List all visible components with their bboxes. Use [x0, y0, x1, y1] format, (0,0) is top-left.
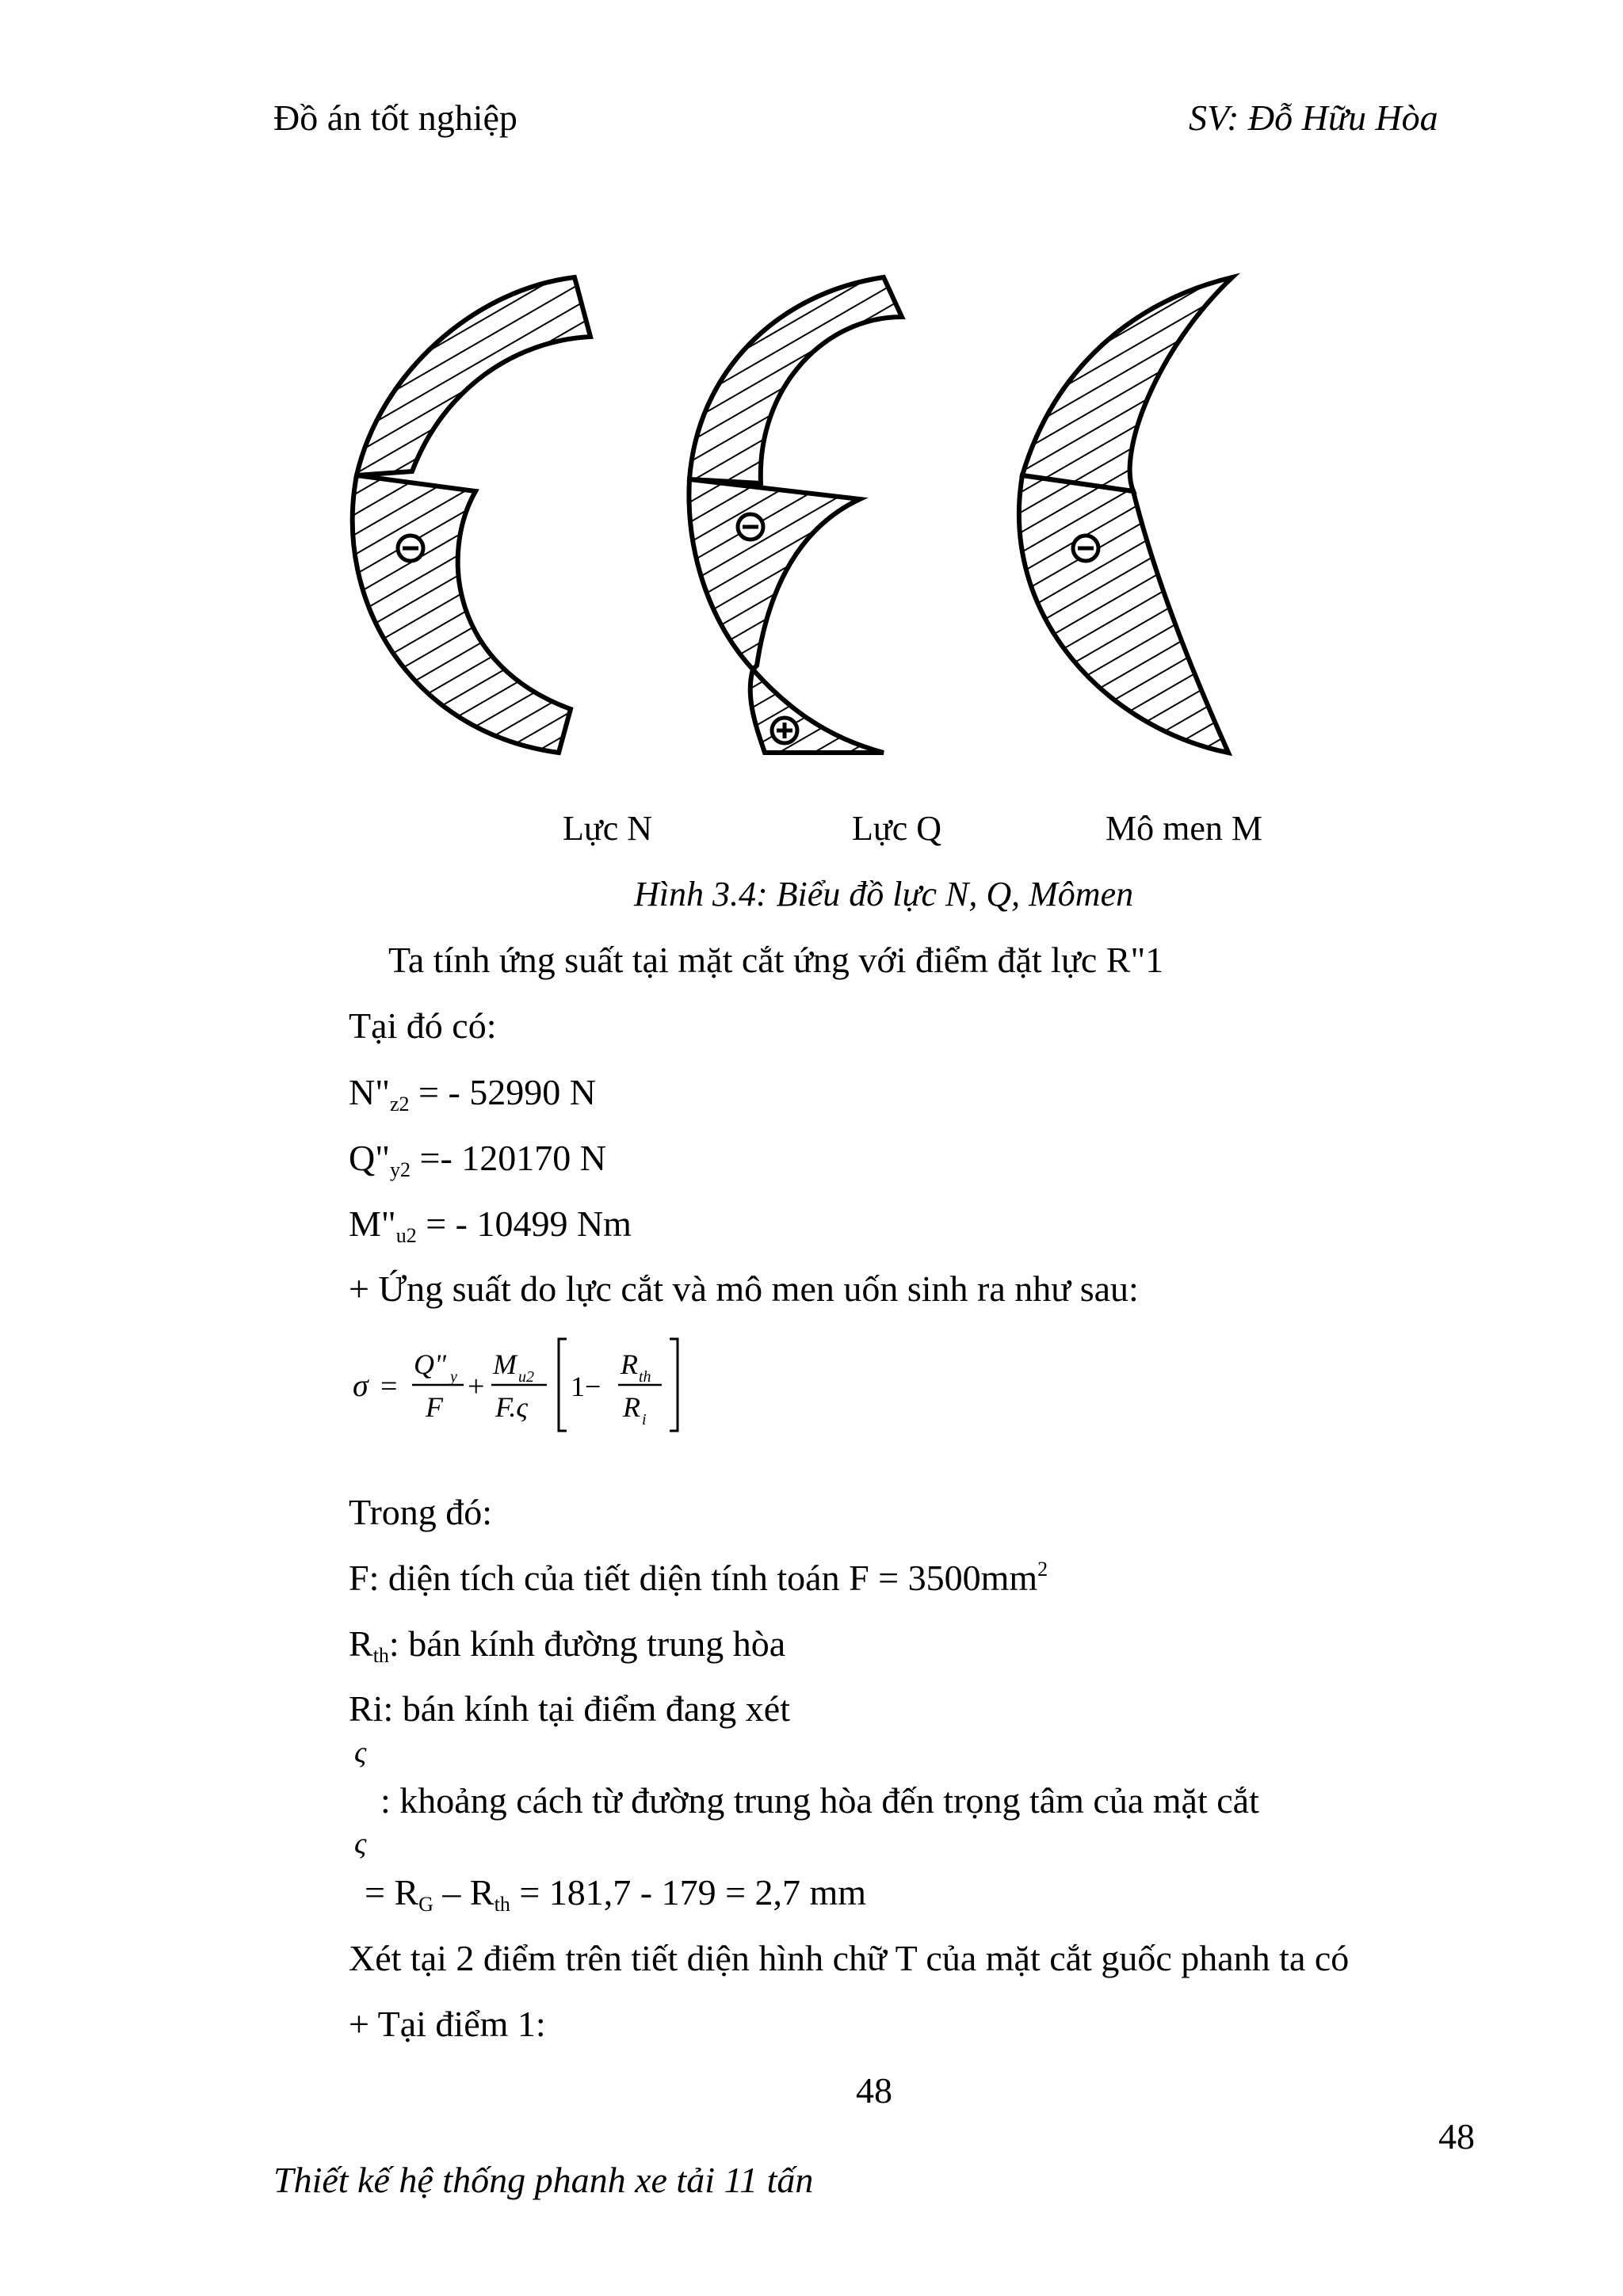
def-rth-sub: th — [372, 1644, 389, 1667]
text-line-2: Tại đó có: — [349, 1005, 497, 1046]
label-luc-n: Lực N — [563, 809, 653, 848]
def-rth-text: : bán kính đường trung hòa — [388, 1623, 786, 1664]
zeta-eq-post: = 181,7 - 179 = 2,7 mm — [510, 1872, 867, 1913]
zeta-symbol-1: ς — [354, 1736, 367, 1769]
where-heading: Trong đó: — [349, 1492, 493, 1532]
formula-r-num-sub: th — [639, 1368, 651, 1386]
formula-q-num: Q" — [414, 1348, 447, 1380]
def-rth-symbol: R — [349, 1623, 373, 1664]
value-n-text: = - 52990 N — [409, 1072, 597, 1112]
def-f-text: F: diện tích của tiết diện tính toán F = 3500mm — [349, 1558, 1038, 1598]
consider-line: Xét tại 2 điểm trên tiết diện hình chữ T của mặt cắt guốc phanh ta có — [349, 1938, 1350, 1978]
formula-m-num-sub: u2 — [518, 1368, 534, 1386]
formula-m-num: M — [493, 1348, 517, 1380]
force-diagrams — [317, 254, 1347, 776]
zeta-eq-sub-g: G — [418, 1893, 433, 1916]
formula-sigma: σ — [353, 1367, 369, 1403]
value-m-text: = - 10499 Nm — [416, 1203, 632, 1244]
value-q-text: =- 120170 N — [411, 1138, 606, 1178]
formula-r-den-sub: i — [642, 1411, 647, 1428]
formula-q-num-sub: y — [450, 1368, 457, 1386]
page-number-center: 48 — [856, 2070, 892, 2111]
formula-m-den: F.ς — [495, 1391, 528, 1423]
header-right: SV: Đỗ Hữu Hòa — [1189, 97, 1438, 138]
def-f — [349, 1557, 1048, 1599]
formula-one-minus: 1− — [571, 1371, 601, 1402]
stress-intro: + Ứng suất do lực cắt và mô men uốn sinh ra như sau: — [349, 1268, 1139, 1309]
formula-plus: + — [468, 1370, 485, 1403]
zeta-eq-mid: – R — [433, 1872, 495, 1913]
def-zeta: : khoảng cách từ đường trung hòa đến trọng tâm của mặt cắt — [380, 1780, 1259, 1821]
value-q-symbol: Q" — [349, 1138, 390, 1178]
text-line-1: Ta tính ứng suất tại mặt cắt ứng với điểm đặt lực R"1 — [388, 940, 1164, 980]
zeta-equation — [365, 1871, 866, 1917]
zeta-symbol-2: ς — [354, 1827, 367, 1860]
diagram-n — [353, 277, 590, 753]
stress-formula — [349, 1333, 713, 1436]
diagram-q — [689, 277, 902, 753]
page-number-right: 48 — [1438, 2116, 1475, 2157]
label-luc-q: Lực Q — [852, 809, 942, 848]
value-q — [349, 1137, 606, 1182]
value-n-sub: z2 — [390, 1093, 410, 1116]
value-n-symbol: N" — [349, 1072, 390, 1112]
formula-r-den: R — [623, 1391, 640, 1423]
label-mo-men-m: Mô men M — [1106, 809, 1262, 848]
value-n — [349, 1071, 596, 1116]
def-rth — [349, 1623, 785, 1668]
diagram-m — [1019, 277, 1232, 753]
value-m — [349, 1203, 632, 1248]
def-ri: Ri: bán kính tại điểm đang xét — [349, 1688, 791, 1729]
point1-line: + Tại điểm 1: — [349, 2004, 546, 2044]
zeta-eq-sub-th: th — [494, 1893, 510, 1916]
header-left: Đồ án tốt nghiệp — [273, 97, 517, 138]
footer-title: Thiết kế hệ thống phanh xe tải 11 tấn — [273, 2160, 814, 2200]
value-q-sub: y2 — [390, 1158, 411, 1181]
figure-caption: Hình 3.4: Biểu đồ lực N, Q, Mômen — [634, 875, 1134, 913]
formula-r-num: R — [621, 1348, 638, 1380]
def-f-sup: 2 — [1037, 1558, 1048, 1581]
value-m-symbol: M" — [349, 1203, 396, 1244]
zeta-eq-pre: = R — [365, 1872, 419, 1913]
formula-q-den: F — [426, 1391, 443, 1423]
formula-eq: = — [380, 1370, 398, 1403]
value-m-sub: u2 — [395, 1224, 417, 1247]
